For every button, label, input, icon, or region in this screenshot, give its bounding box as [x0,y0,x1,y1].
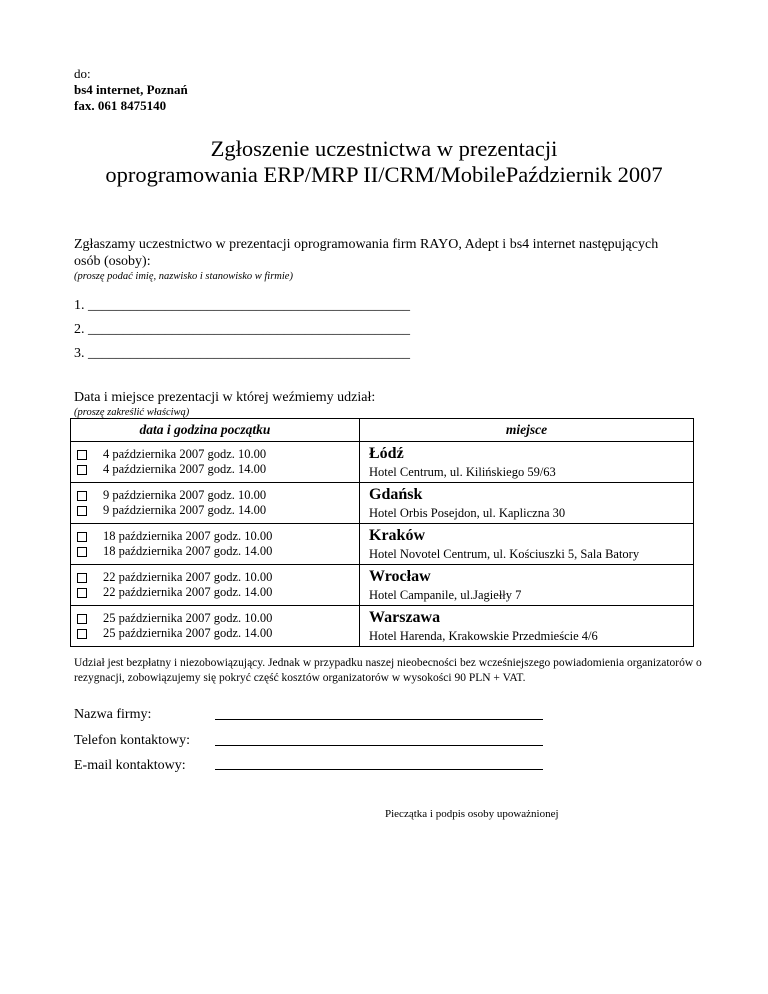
selection-note: (proszę zakreślić właściwą) [74,407,190,418]
contact-phone-label: Telefon kontaktowy: [74,733,191,748]
date-option: 22 października 2007 godz. 10.00 [103,570,273,584]
hotel-address: Hotel Novotel Centrum, ul. Kościuszki 5, Sala Batory [369,547,640,561]
hotel-address: Hotel Orbis Posejdon, ul. Kapliczna 30 [369,506,566,520]
contact-email-input-line[interactable] [215,769,543,770]
company-name-label: Nazwa firmy: [74,707,152,722]
date-option: 4 października 2007 godz. 14.00 [103,462,267,476]
contact-email-label: E-mail kontaktowy: [74,758,186,773]
selection-heading: Data i miejsce prezentacji w której weźmiemy udział: [74,390,376,405]
hotel-address: Hotel Harenda, Krakowskie Przedmieście 4/6 [369,629,598,643]
form-title [0,136,768,188]
contact-phone-input-line[interactable] [215,745,543,746]
checkbox[interactable] [77,573,87,583]
checkbox[interactable] [77,465,87,475]
city-name: Warszawa [369,609,441,626]
company-name-input-line[interactable] [215,719,543,720]
table-row [71,442,694,483]
table-row [71,483,694,524]
city-name: Gdańsk [369,486,423,503]
checkbox[interactable] [77,532,87,542]
presentation-table [70,418,694,647]
date-option: 9 października 2007 godz. 10.00 [103,488,267,502]
hotel-address: Hotel Centrum, ul. Kilińskiego 59/63 [369,465,556,479]
column-header-place: miejsce [360,419,694,442]
date-option: 25 października 2007 godz. 10.00 [103,611,273,625]
date-option: 18 października 2007 godz. 14.00 [103,544,273,558]
date-option: 9 października 2007 godz. 14.00 [103,503,267,517]
table-row [71,606,694,647]
participation-info: Udział jest bezpłatny i niezobowiązujący. Jednak w przypadku naszej nieobecności bez wcześniejszego powiadomienia organizatorów o rezygnacji, zobowiązujemy się pokryć część kosztów organizatorów w wysokości 90 PLN + VAT. [74,657,702,684]
column-header-date: data i godzina początku [71,419,360,442]
hotel-address: Hotel Campanile, ul.Jagiełły 7 [369,588,522,602]
checkbox[interactable] [77,506,87,516]
checkbox[interactable] [77,629,87,639]
title-line-2: oprogramowania ERP/MRP II/CRM/MobilePaździernik 2007 [105,162,663,187]
checkbox[interactable] [77,588,87,598]
checkbox[interactable] [77,547,87,557]
stamp-signature-caption: Pieczątka i podpis osoby upoważnionej [385,808,559,820]
participant-line-1[interactable]: 1. ______________________________________________ [74,298,410,313]
checkbox[interactable] [77,614,87,624]
intro-text: Zgłaszamy uczestnictwo w prezentacji oprogramowania firm RAYO, Adept i bs4 internet następujących osób (osoby): [74,237,659,269]
checkbox[interactable] [77,450,87,460]
intro-block [74,236,674,284]
recipient-block [74,66,188,114]
table-header-row [71,419,694,442]
date-option: 18 października 2007 godz. 10.00 [103,529,273,543]
checkbox[interactable] [77,491,87,501]
date-option: 4 października 2007 godz. 10.00 [103,447,267,461]
table-row [71,565,694,606]
table-row [71,524,694,565]
city-name: Kraków [369,527,425,544]
date-option: 22 października 2007 godz. 14.00 [103,585,273,599]
recipient-company: bs4 internet, Poznań [74,82,188,97]
city-name: Wrocław [369,568,431,585]
participant-line-3[interactable]: 3. ______________________________________________ [74,346,410,361]
participant-line-2[interactable]: 2. ______________________________________________ [74,322,410,337]
to-label: do: [74,66,91,81]
intro-note: (proszę podać imię, nazwisko i stanowisko w firmie) [74,271,293,282]
selection-heading-block [74,390,375,420]
date-option: 25 października 2007 godz. 14.00 [103,626,273,640]
city-name: Łódź [369,445,404,462]
title-line-1: Zgłoszenie uczestnictwa w prezentacji [210,136,558,161]
recipient-fax: fax. 061 8475140 [74,98,167,113]
